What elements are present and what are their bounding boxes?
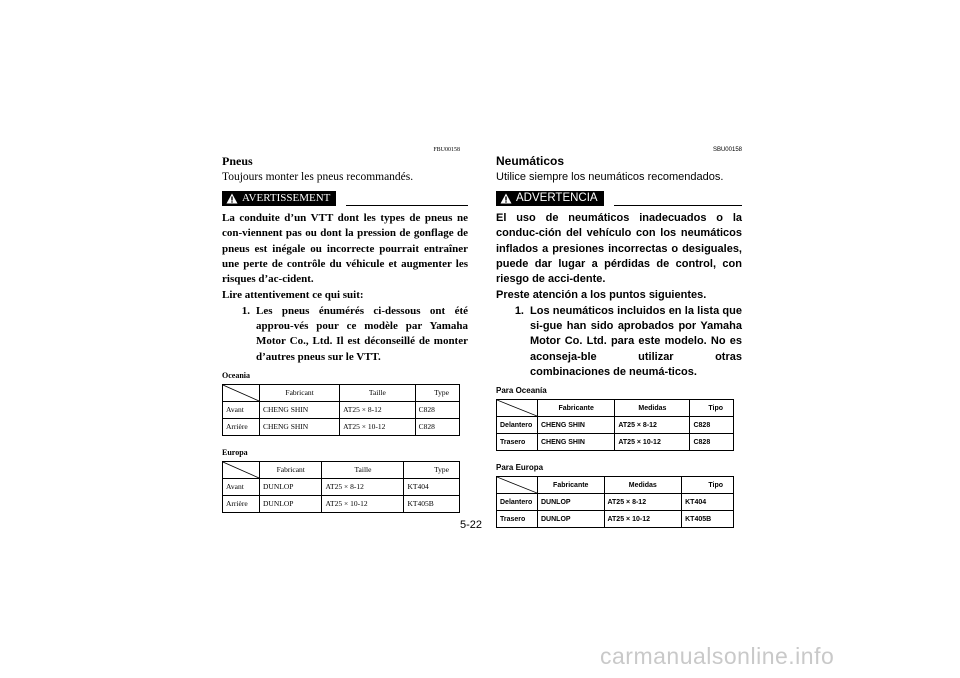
warning-rule	[346, 193, 468, 206]
maker-cell: CHENG SHIN	[538, 434, 615, 451]
type-cell: C828	[690, 417, 734, 434]
warning-triangle-icon	[226, 193, 238, 204]
size-cell: AT25 × 8-12	[604, 494, 682, 511]
column-header: Fabricant	[260, 461, 322, 478]
diagonal-line	[223, 385, 259, 401]
size-cell: AT25 × 8-12	[340, 401, 415, 418]
maker-cell: CHENG SHIN	[538, 417, 615, 434]
size-cell: AT25 × 10-12	[340, 418, 415, 435]
table-corner	[223, 384, 260, 401]
type-cell: C828	[415, 418, 459, 435]
size-cell: AT25 × 10-12	[615, 434, 690, 451]
column-header: Medidas	[604, 477, 682, 494]
table-corner	[497, 477, 538, 494]
column-header: Fabricante	[538, 400, 615, 417]
column-header: Medidas	[615, 400, 690, 417]
tire-table-europa	[222, 461, 460, 513]
type-cell: KT404	[404, 478, 460, 495]
warning-text: La conduite d’un VTT dont les types de pneus ne con-viennent pas ou dont la pression de gonflage de pneus est inégale ou incorrecte pourrait entraîner une perte de contrôle du véhicule et augmenter les risques d’ac-cident.	[222, 212, 468, 286]
watermark: carmanualsonline.info	[600, 643, 835, 669]
table-row	[223, 478, 460, 495]
position-cell: Arrière	[223, 495, 260, 512]
section-heading: Pneus	[222, 154, 253, 168]
maker-cell: DUNLOP	[538, 494, 605, 511]
size-cell: AT25 × 10-12	[604, 511, 682, 528]
section-code: FBU00158	[433, 147, 460, 153]
column-header: Tipo	[690, 400, 734, 417]
spanish-column	[496, 146, 742, 540]
position-cell: Arrière	[223, 418, 260, 435]
warning-label-box	[222, 191, 336, 206]
column-header: Type	[404, 461, 460, 478]
maker-cell: DUNLOP	[260, 495, 322, 512]
position-cell: Avant	[223, 401, 260, 418]
type-cell: KT405B	[682, 511, 734, 528]
column-header: Tipo	[682, 477, 734, 494]
list-number: 1.	[514, 304, 524, 317]
attention-text: Preste atención a los puntos siguientes.	[496, 289, 707, 302]
warning-header	[496, 191, 742, 206]
list-item	[496, 304, 742, 380]
column-header: Fabricant	[260, 384, 340, 401]
page-number: 5-22	[460, 519, 483, 531]
column-header: Taille	[340, 384, 415, 401]
table-row	[497, 434, 734, 451]
type-cell: C828	[690, 434, 734, 451]
size-cell: AT25 × 10-12	[322, 495, 404, 512]
region-label: Europa	[222, 447, 248, 457]
list-text: Les pneus énumérés ci-dessous ont été approu-vés pour ce modèle par Yamaha Motor Co., Ltd. Il est déconseillé de monter d’autres pneus sur le VTT.	[256, 304, 468, 363]
diagonal-line	[223, 462, 259, 478]
maker-cell: CHENG SHIN	[260, 401, 340, 418]
position-cell: Trasero	[497, 434, 538, 451]
maker-cell: CHENG SHIN	[260, 418, 340, 435]
french-column	[222, 146, 468, 525]
table-corner	[223, 461, 260, 478]
section-code: SBU00158	[712, 147, 742, 153]
position-cell: Delantero	[497, 494, 538, 511]
position-cell: Avant	[223, 478, 260, 495]
warning-rule	[614, 193, 742, 206]
table-row	[497, 511, 734, 528]
section-heading: Neumáticos	[496, 154, 565, 168]
intro-text: Toujours monter les pneus recommandés.	[222, 171, 414, 183]
column-header: Fabricante	[538, 477, 605, 494]
size-cell: AT25 × 8-12	[615, 417, 690, 434]
tire-table-oceania	[222, 384, 460, 436]
warning-text: El uso de neumáticos inadecuados o la conduc-ción del vehículo con los neumáticos inflados a presiones incorrectas o desiguales, puede dar lugar a pérdidas de control, con riesgo de acci-dente.	[496, 212, 742, 286]
region-label: Para Oceanía	[496, 386, 547, 396]
warning-triangle-icon	[500, 193, 512, 204]
column-header: Taille	[322, 461, 404, 478]
type-cell: KT405B	[404, 495, 460, 512]
intro-text: Utilice siempre los neumáticos recomendados.	[496, 171, 724, 183]
column-header: Type	[415, 384, 459, 401]
tire-table-europa	[496, 476, 734, 528]
warning-header	[222, 191, 468, 206]
maker-cell: DUNLOP	[260, 478, 322, 495]
attention-text: Lire attentivement ce qui suit:	[222, 289, 364, 302]
diagonal-line	[497, 477, 537, 493]
warning-label: AVERTISSEMENT	[242, 192, 331, 204]
type-cell: KT404	[682, 494, 734, 511]
list-text: Los neumáticos incluidos en la lista que si-gue han sido aprobados por Yamaha Motor Co. Ltd. para este modelo. No es aconseja-ble utilizar otras combinaciones de neumá-ticos.	[530, 304, 742, 378]
region-label: Para Europa	[496, 463, 544, 473]
tire-table-oceania	[496, 399, 734, 451]
warning-label: ADVERTENCIA	[516, 192, 598, 204]
position-cell: Delantero	[497, 417, 538, 434]
region-label: Oceania	[222, 370, 250, 380]
table-row	[497, 417, 734, 434]
list-item	[222, 304, 468, 365]
list-number: 1.	[241, 304, 250, 317]
diagonal-line	[497, 400, 537, 416]
type-cell: C828	[415, 401, 459, 418]
size-cell: AT25 × 8-12	[322, 478, 404, 495]
table-row	[497, 494, 734, 511]
table-row	[223, 418, 460, 435]
table-row	[223, 401, 460, 418]
maker-cell: DUNLOP	[538, 511, 605, 528]
position-cell: Trasero	[497, 511, 538, 528]
table-row	[223, 495, 460, 512]
warning-label-box	[496, 191, 604, 206]
table-corner	[497, 400, 538, 417]
